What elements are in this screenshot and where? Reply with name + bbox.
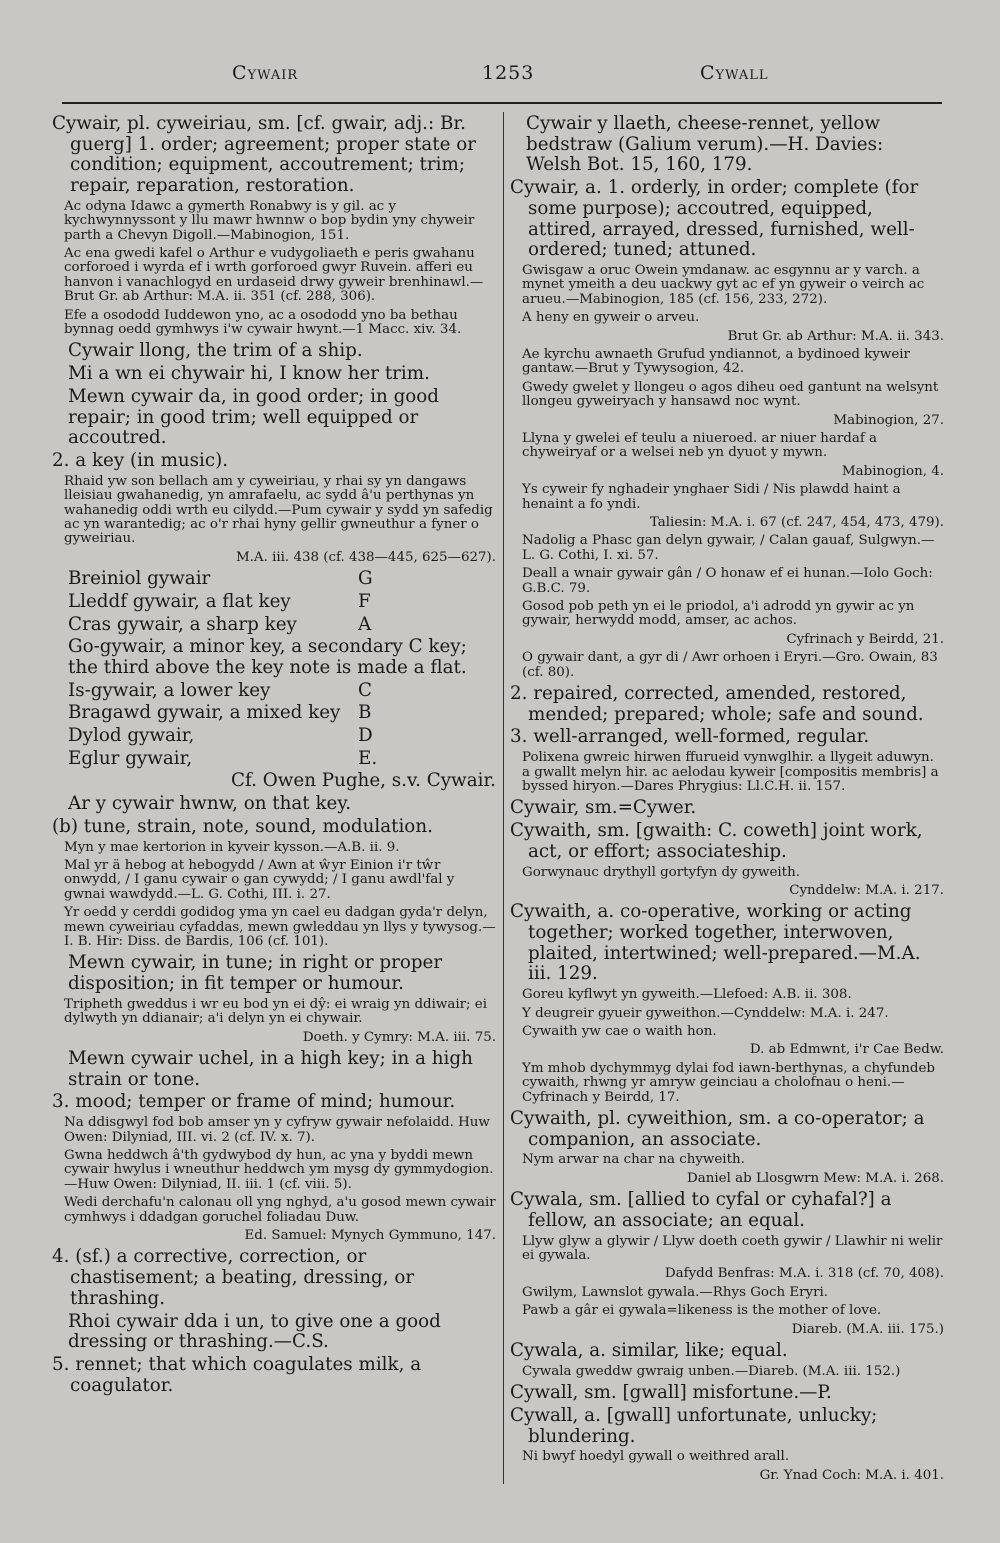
key-letter: B xyxy=(358,702,372,724)
entry-text: Cywala, sm. [allied to cyfal or cyhafal?] a fellow, an associate; an equal. xyxy=(510,1189,892,1231)
entry-text: 5. rennet; that which coagulates milk, a coagulator. xyxy=(52,1353,422,1396)
entry-text: Cywair, a. 1. orderly, in order; complete (for some purpose); accoutred, equipped, attired, arrayed, dressed, furnished, well-ordered; tuned; attuned. xyxy=(510,177,919,261)
quotation: Ae kyrchu awnaeth Grufud yndiannot, a bydinoed kyweir gantaw.—Brut y Tywysogion, 42. xyxy=(522,346,910,377)
key-entry xyxy=(52,703,496,724)
entry-text: Ar y cywair hwnw, on that key. xyxy=(68,793,352,815)
quotation: Ni bwyf hoedyl gywall o weithred arall. xyxy=(522,1449,790,1465)
entry-text: 2. repaired, corrected, amended, restored, mended; prepared; whole; safe and sound. xyxy=(510,683,924,725)
entry-text: Cywall, sm. [gwall] misfortune.—P. xyxy=(510,1382,832,1404)
quotation: Polixena gwreic hirwen ffurueid vynwglhir. a llygeit aduwyn. a gwallt melyn hir. ac aelodau kyweir [compositis membris] a byssed hiryon.—Dares Phrygius: Ll.C.H. ii. 157. xyxy=(522,750,939,794)
entry-text: Cywair llong, the trim of a ship. xyxy=(68,340,363,362)
entry-text: Cywaith, sm. [gwaith: C. coweth] joint work, act, or effort; associateship. xyxy=(510,820,923,862)
key-entry xyxy=(52,681,496,702)
entry-text: Go-gywair, a minor key, a secondary C key; the third above the key note is made a flat. xyxy=(68,636,467,678)
key-name: Is-gywair, a lower key xyxy=(68,679,271,701)
quotation: Efe a osododd Iuddewon yno, ac a osododd yno ba bethau bynnag oedd gymhwys i'w cywair hwynt.—1 Macc. xiv. 34. xyxy=(64,307,462,338)
quotation: Mabinogion, 27. xyxy=(833,412,944,428)
quotation: Dafydd Benfras: M.A. i. 318 (cf. 70, 408). xyxy=(664,1266,944,1282)
quotation: Gorwynauc drythyll gortyfyn dy gyweith. xyxy=(522,864,800,880)
key-letter: A xyxy=(358,613,372,635)
quotation: Diareb. (M.A. iii. 175.) xyxy=(791,1321,944,1337)
key-letter: E. xyxy=(358,747,378,769)
quotation: Gwna heddwch â'th gydwybod dy hun, ac yna y byddi mewn cywair hwylus i wneuthur heddwch ym mysg dy gymmydogion.—Huw Owen: Dilyniad, II. iii. 1 (cf. viii. 5). xyxy=(64,1147,494,1192)
column-divider xyxy=(503,112,504,1484)
entry-text: Cywala, a. similar, like; equal. xyxy=(510,1340,788,1362)
left-column xyxy=(52,114,496,1494)
entry-text: 3. well-arranged, well-formed, regular. xyxy=(510,726,870,748)
quotation: Ed. Samuel: Mynych Gymmuno, 147. xyxy=(244,1227,496,1243)
quotation: Ac ena gwedi kafel o Arthur e vudygoliaeth e peris gwahanu corforoed i wyrda ef i wrth gorforoed gwyr Ruvein. afferi eu hanvon i vanachlogyd en urdaseid drwy gyweir brenhinawl.—Brut Gr. ab Arthur: M.A. ii. 351 (cf. 288, 306). xyxy=(64,246,484,305)
quotation: Cyfrinach y Beirdd, 21. xyxy=(786,631,944,647)
quotation: A heny en gyweir o arveu. xyxy=(522,310,700,326)
key-letter: F xyxy=(358,590,371,612)
quotation: Cynddelw: M.A. i. 217. xyxy=(789,882,944,898)
key-letter: G xyxy=(358,568,373,590)
entry-text: Mi a wn ei chywair hi, I know her trim. xyxy=(68,363,430,385)
quotation: Mal yr ä hebog at hebogydd / Awn at ŵyr Einion i'r tŵr onwydd, / I ganu cywair o gan cywydd; / I ganu awdl'fal y gwnai wawdydd.—L. G. Cothi, III. i. 27. xyxy=(64,857,455,902)
header-rule xyxy=(62,102,942,104)
right-column xyxy=(510,114,944,1494)
page-number: 1253 xyxy=(482,62,535,84)
quotation: Y deugreir gyueir gyweithon.—Cynddelw: M.A. i. 247. xyxy=(522,1005,889,1021)
entry-text: Cywair, sm.=Cywer. xyxy=(510,797,697,819)
quotation: Goreu kyflwyt yn gyweith.—Llefoed: A.B. ii. 308. xyxy=(522,987,852,1003)
quotation: Rhaid yw son bellach am y cyweiriau, y rhai sy yn dangaws lleisiau gwahanedig, yn amrafaelu, ac sydd â'u perthynas yn wahanedig oddi wrth eu cilydd.—Pum cywair y sydd yn safedig ac yn warantedig; ac o'r rhai hyny gellir gwneuthur a fyner o gyweiriau. xyxy=(64,473,493,547)
key-entry xyxy=(52,569,496,590)
quotation: Taliesin: M.A. i. 67 (cf. 247, 454, 473, 479). xyxy=(649,515,944,531)
entry-text: 3. mood; temper or frame of mind; humour. xyxy=(52,1091,456,1113)
entry-text: Mewn cywair, in tune; in right or proper disposition; in fit temper or humour. xyxy=(68,952,443,995)
entry-text: (b) tune, strain, note, sound, modulation. xyxy=(52,815,433,837)
quotation: Wedi derchafu'n calonau oll yng nghyd, a'u gosod mewn cywair cymhwys i ddadgan goruchel foliadau Duw. xyxy=(64,1195,496,1225)
quotation: O gywair dant, a gyr di / Awr orhoen i Eryri.—Gro. Owain, 83 (cf. 80). xyxy=(522,650,938,680)
quotation: Llyw glyw a glywir / Llyw doeth coeth gywir / Llawhir ni welir ei gywala. xyxy=(522,1233,943,1264)
quotation: Doeth. y Cymry: M.A. iii. 75. xyxy=(302,1029,496,1045)
key-entry xyxy=(52,726,496,747)
key-name: Cras gywair, a sharp key xyxy=(68,613,297,635)
key-letter: C xyxy=(358,679,372,701)
key-name: Bragawd gywair, a mixed key xyxy=(68,702,341,724)
entry-text: Cf. Owen Pughe, s.v. Cywair. xyxy=(231,770,496,792)
entry-text: Mewn cywair uchel, in a high key; in a high strain or tone. xyxy=(68,1048,473,1090)
quotation: Gosod pob peth yn ei le priodol, a'i adrodd yn gywir ac yn gywair, herwydd modd, amser, ac achos. xyxy=(522,599,915,629)
quotation: Gr. Ynad Coch: M.A. i. 401. xyxy=(759,1467,944,1483)
running-head-right: Cywall xyxy=(700,62,769,84)
quotation: Ys cyweir fy nghadeir ynghaer Sidi / Nis plawdd haint a henaint a fo yndi. xyxy=(522,482,901,512)
quotation: Gwisgaw a oruc Owein ymdanaw. ac esgynnu ar y varch. a mynet ymeith a deu uackwy gyt ac ef yn gyweir o veirch ac arueu.—Mabinogion, 185 (cf. 156, 233, 272). xyxy=(522,262,925,307)
key-entry xyxy=(52,615,496,636)
quotation: Brut Gr. ab Arthur: M.A. ii. 343. xyxy=(727,328,944,344)
quotation: Cywaith yw cae o waith hon. xyxy=(522,1023,717,1039)
key-name: Lleddf gywair, a flat key xyxy=(68,590,291,612)
quotation: Gwedy gwelet y llongeu o agos diheu oed gantunt na welsynt llongeu gyweiryach y hansawd noc wynt. xyxy=(522,379,939,410)
entry-text: Mewn cywair da, in good order; in good repair; in good trim; well equipped or accoutred. xyxy=(68,385,439,449)
entry-text: Cywall, a. [gwall] unfortunate, unlucky; blundering. xyxy=(510,1404,878,1447)
entry-text: Cywair, pl. cyweiriau, sm. [cf. gwair, adj.: Br. guerg] 1. order; agreement; proper state or condition; equipment, accoutrement; trim; repair, reparation, restoration. xyxy=(52,114,476,197)
quotation: Ym mhob dychymmyg dylai fod iawn-berthynas, a chyfundeb cywaith, rhwng yr amryw geinciau a cholofnau o heni.—Cyfrinach y Beirdd, 17. xyxy=(522,1060,935,1105)
quotation: Yr oedd y cerddi godidog yma yn cael eu dadgan gyda'r delyn, mewn cyweiriau cyfaddas, mewn gwleddau yn llys y tywysog.—I. B. Hir: Diss. de Bardis, 106 (cf. 101). xyxy=(64,905,496,949)
quotation: Pawb a gâr ei gywala=likeness is the mother of love. xyxy=(522,1303,882,1319)
entry-text: 2. a key (in music). xyxy=(52,449,229,471)
quotation: Myn y mae kertorion in kyveir kysson.—A.B. ii. 9. xyxy=(64,839,400,855)
quotation: Nadolig a Phasc gan delyn gywair, / Calan gauaf, Sulgwyn.—L. G. Cothi, I. xi. 57. xyxy=(522,533,935,563)
key-name: Breiniol gywair xyxy=(68,568,211,590)
quotation: Deall a wnair gywair gân / O honaw ef ei hunan.—Iolo Goch: G.B.C. 79. xyxy=(522,566,933,596)
quotation: Ac odyna Idawc a gymerth Ronabwy is y gil. ac y kychwynnyssont y llu mawr hwnnw o bop bydin yny chyweir parth a Chevyn Digoll.—Mabinogion, 151. xyxy=(64,198,475,243)
quotation: Tripheth gweddus i wr eu bod yn ei dŷ: ei wraig yn ddiwair; ei dylwyth yn ddianair; a'i delyn yn ei chywair. xyxy=(64,996,487,1027)
entry-text: Rhoi cywair dda i un, to give one a good dressing or thrashing.—C.S. xyxy=(68,1310,441,1353)
entry-text: Cywair y llaeth, cheese-rennet, yellow bedstraw (Galium verum).—H. Davies: Welsh Bot. 15, 160, 179. xyxy=(526,114,884,176)
entry-text: 4. (sf.) a corrective, correction, or chastisement; a beating, dressing, or thrashing. xyxy=(52,1246,415,1309)
quotation: Na ddisgwyl fod bob amser yn y cyfryw gywair nefolaidd. Huw Owen: Dilyniad, III. vi. 2 (cf. IV. x. 7). xyxy=(64,1115,490,1145)
running-head-left: Cywair xyxy=(232,62,299,84)
key-name: Dylod gywair, xyxy=(68,725,195,747)
key-entry xyxy=(52,592,496,613)
quotation: Mabinogion, 4. xyxy=(841,463,944,479)
quotation: Cywala gweddw gwraig unben.—Diareb. (M.A. iii. 152.) xyxy=(522,1363,901,1379)
quotation: Daniel ab Llosgwrn Mew: M.A. i. 268. xyxy=(687,1170,944,1186)
entry-text: Cywaith, pl. cyweithion, sm. a co-operator; a companion, an associate. xyxy=(510,1107,925,1150)
key-name: Eglur gywair, xyxy=(68,747,193,769)
quotation: Nym arwar na char na chyweith. xyxy=(522,1152,745,1168)
key-entry xyxy=(52,749,496,770)
quotation: Llyna y gwelei ef teulu a niueroed. ar niuer hardaf a chyweiryaf or a welsei neb yn dyuot y mywn. xyxy=(522,430,878,461)
quotation: D. ab Edmwnt, i'r Cae Bedw. xyxy=(749,1042,944,1058)
entry-text: Cywaith, a. co-operative, working or acting together; worked together, interwoven, plaited, intertwined; well-prepared.—M.A. iii. 129. xyxy=(510,901,921,985)
key-letter: D xyxy=(358,725,373,747)
quotation: M.A. iii. 438 (cf. 438—445, 625—627). xyxy=(235,549,496,565)
quotation: Gwilym, Lawnslot gywala.—Rhys Goch Eryri. xyxy=(522,1284,829,1300)
